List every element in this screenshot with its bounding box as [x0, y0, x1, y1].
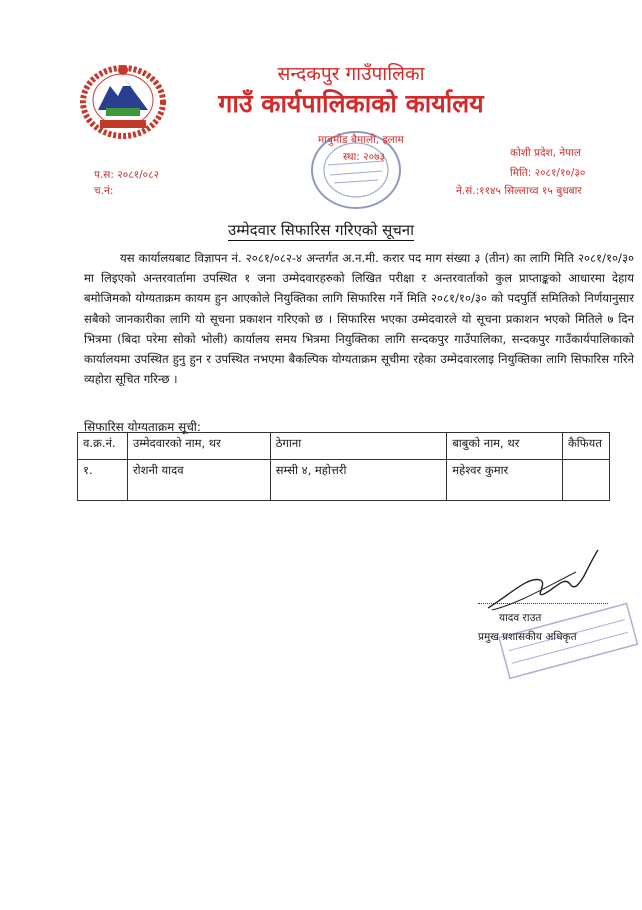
notice-title-text: उम्मेदवार सिफारिस गरिएको सूचना — [228, 221, 414, 239]
list-title: सिफारिस योग्यताक्रम सूची: — [84, 420, 201, 434]
notice-title — [0, 220, 642, 240]
table-row — [78, 460, 610, 501]
issue-date: मिति: २०८१/१०/३० — [510, 167, 586, 179]
column-header: कैफियत — [562, 433, 609, 460]
signatory-title: प्रमुख प्रशासकीय अधिकृत — [478, 631, 577, 643]
table-cell: महेश्वर कुमार — [447, 460, 563, 501]
province-name: कोशी प्रदेश, नेपाल — [510, 147, 581, 159]
municipality-name: सन्दकपुर गाउँपालिका — [277, 63, 425, 85]
recommendation-table — [77, 432, 610, 501]
table-cell: १. — [78, 460, 128, 501]
notice-paragraph: यस कार्यालयबाट विज्ञापन नं. २०८१/०८२-४ अन्तर्गत अ.न.मी. करार पद माग संख्या ३ (तीन) का लागि मिति २०८१/१०/३० मा लिइएको अन्तरवार्तामा उपस्थित १ जना उम्मेदवारहरुको लिखित परीक्षा र अन्तरवार्ताको कुल प्राप्ताङ्कको आधारमा देहाय बमोजिमको योग्यताक्रम कायम हुन आएकोले नियुक्तिका लागि सिफारिस गर्ने मिति २०८१/१०/३० को पदपुर्ति समितिको निर्णयानुसार सबैको जानकारीका लागि यो सूचना प्रकाशन गरिएको छ । सिफारिस भएका उम्मेदवारले यो सूचना प्रकाशन भएको मितिले ७ दिन भित्रमा (बिदा परेमा सोको भोली) कार्यालय समय भित्रमा नियुक्तिका लागि सन्दकपुर गाउँपालिका, सन्दकपुर गाउँकार्यपालिकाको कार्यालयमा उपस्थित हुनु हुन र उपस्थित नभएमा बैकल्पिक योग्यताक्रम सूचीमा रहेका उम्मेदवारलाइ नियुक्तिका लागि सिफारिस गरिने व्यहोरा सूचित गरिन्छ । — [84, 251, 634, 387]
table-cell: सम्सी ४, महोत्तरी — [270, 460, 447, 501]
table-header-row — [78, 433, 610, 460]
column-header: बाबुको नाम, थर — [447, 433, 563, 460]
column-header: उम्मेदवारको नाम, थर — [127, 433, 270, 460]
nepal-sambat-date: ने.सं.:११४५ सिल्लाथ्व १५ बुधबार — [456, 185, 582, 197]
office-address: माबुमोड बैमाली, इलाम — [318, 134, 404, 146]
reference-number: प.स: २०८१/०८२ — [94, 169, 160, 181]
table-cell: रोशनी यादव — [127, 460, 270, 501]
column-header: ठेगाना — [270, 433, 447, 460]
chalan-number: च.नं: — [94, 185, 114, 197]
column-header: व.क्र.नं. — [78, 433, 128, 460]
signatory-name: यादव राउत — [499, 612, 542, 624]
notice-body — [84, 248, 634, 389]
table-cell — [562, 460, 609, 501]
office-name: गाउँ कार्यपालिकाको कार्यालय — [218, 89, 484, 118]
established-year: स्था: २०७३ — [343, 151, 386, 163]
